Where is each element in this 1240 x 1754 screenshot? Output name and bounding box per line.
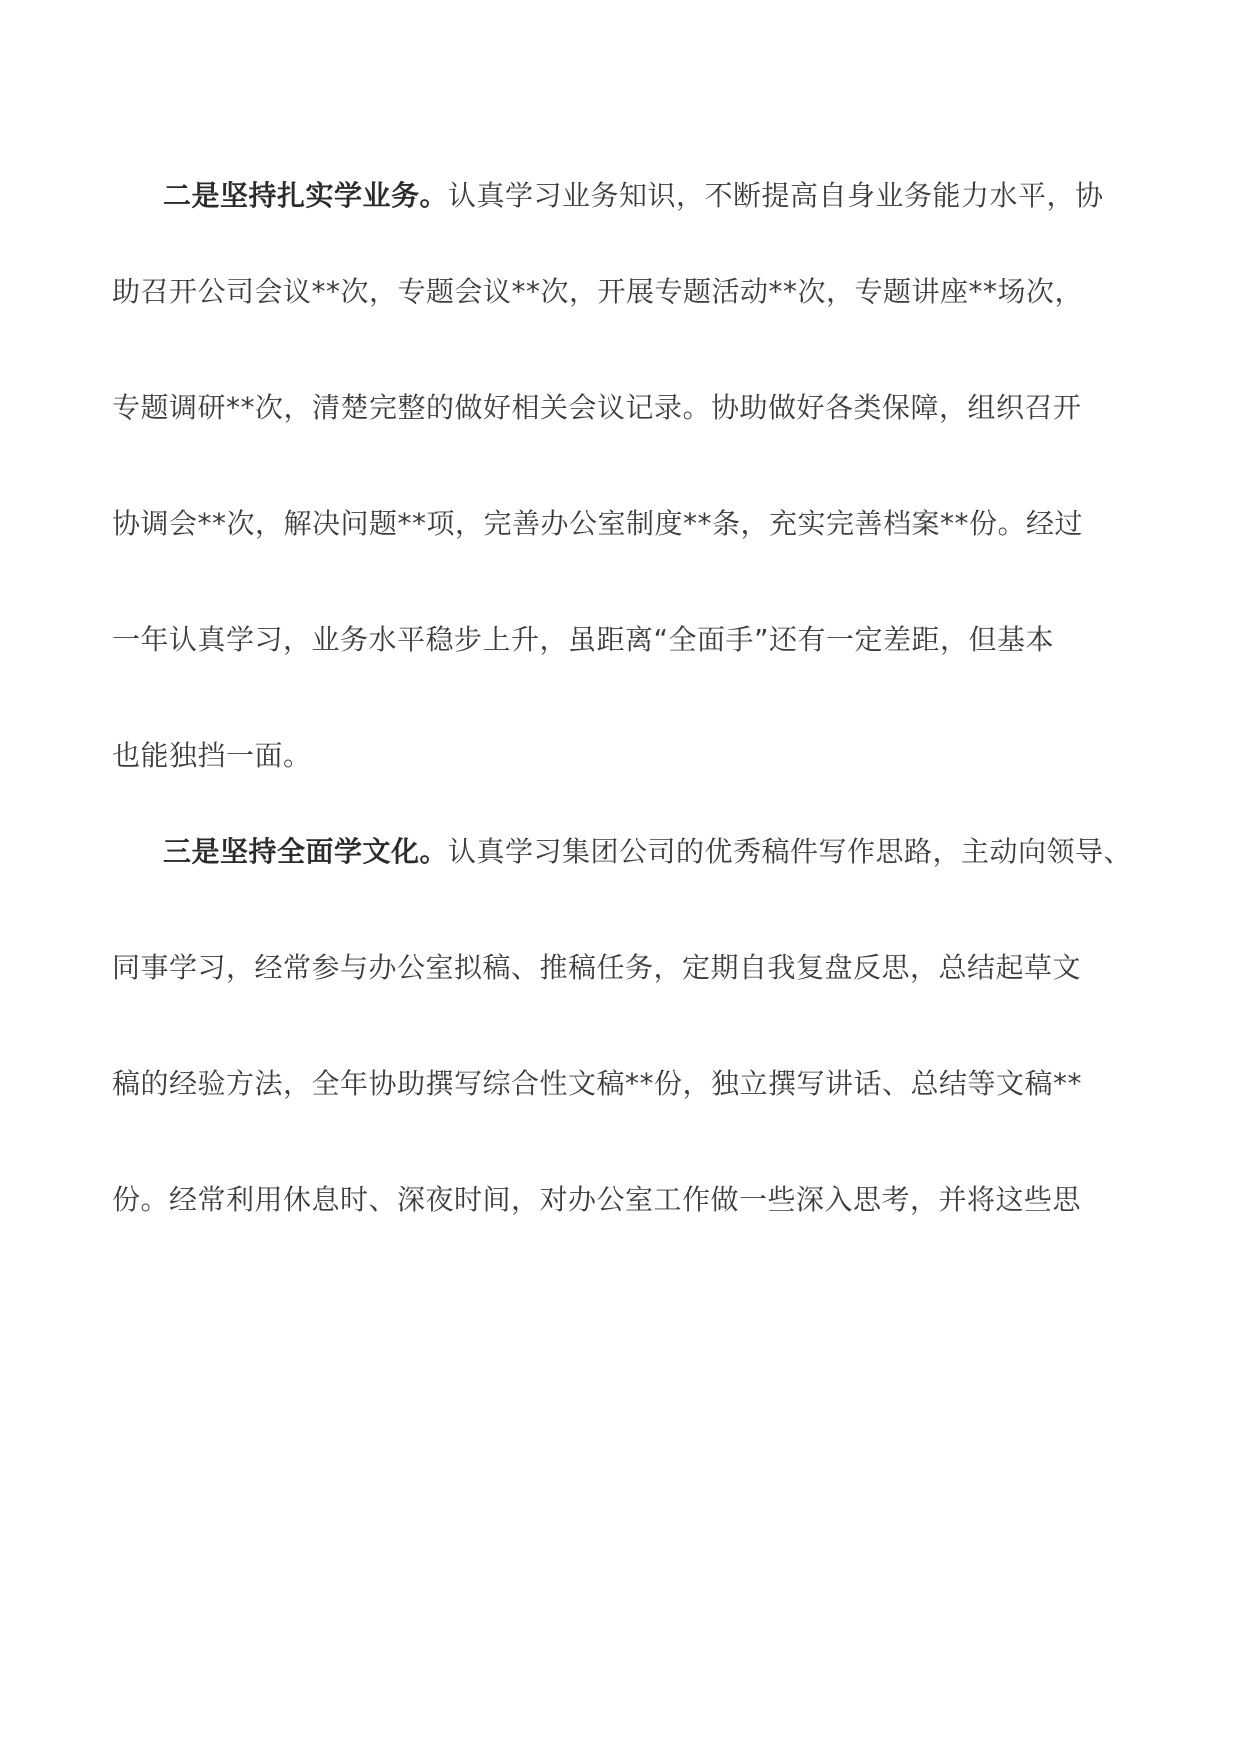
paragraph-2-line-3: 稿的经验方法，全年协助撰写综合性文稿**份，独立撰写讲话、总结等文稿** bbox=[112, 1067, 1083, 1100]
paragraph-2-text: 认真学习集团公司的优秀稿件写作思路，主动向领导、 bbox=[448, 835, 1133, 868]
paragraph-2-lead: 三是坚持全面学文化。 bbox=[163, 835, 449, 868]
paragraph-1-text: 认真学习业务知识，不断提高自身业务能力水平，协 bbox=[448, 179, 1104, 212]
paragraph-1-line-3: 专题调研**次，清楚完整的做好相关会议记录。协助做好各类保障，组织召开 bbox=[112, 391, 1082, 424]
paragraph-1-line-2: 助召开公司会议**次，专题会议**次，开展专题活动**次，专题讲座**场次， bbox=[112, 275, 1084, 308]
paragraph-1-lead: 二是坚持扎实学业务。 bbox=[163, 179, 449, 212]
paragraph-1-line-5: 一年认真学习，业务水平稳步上升，虽距离“全面手”还有一定差距，但基本 bbox=[112, 623, 1055, 656]
paragraph-1-line-1 bbox=[163, 176, 1104, 216]
paragraph-1-line-4: 协调会**次，解决问题**项，完善办公室制度**条，充实完善档案**份。经过 bbox=[112, 507, 1084, 540]
paragraph-2-line-4: 份。经常利用休息时、深夜时间，对办公室工作做一些深入思考，并将这些思 bbox=[112, 1183, 1082, 1216]
paragraph-2-line-1 bbox=[163, 832, 1132, 872]
paragraph-1-line-6: 也能独挡一面。 bbox=[112, 739, 312, 772]
paragraph-2-line-2: 同事学习，经常参与办公室拟稿、推稿任务，定期自我复盘反思，总结起草文 bbox=[112, 951, 1082, 984]
